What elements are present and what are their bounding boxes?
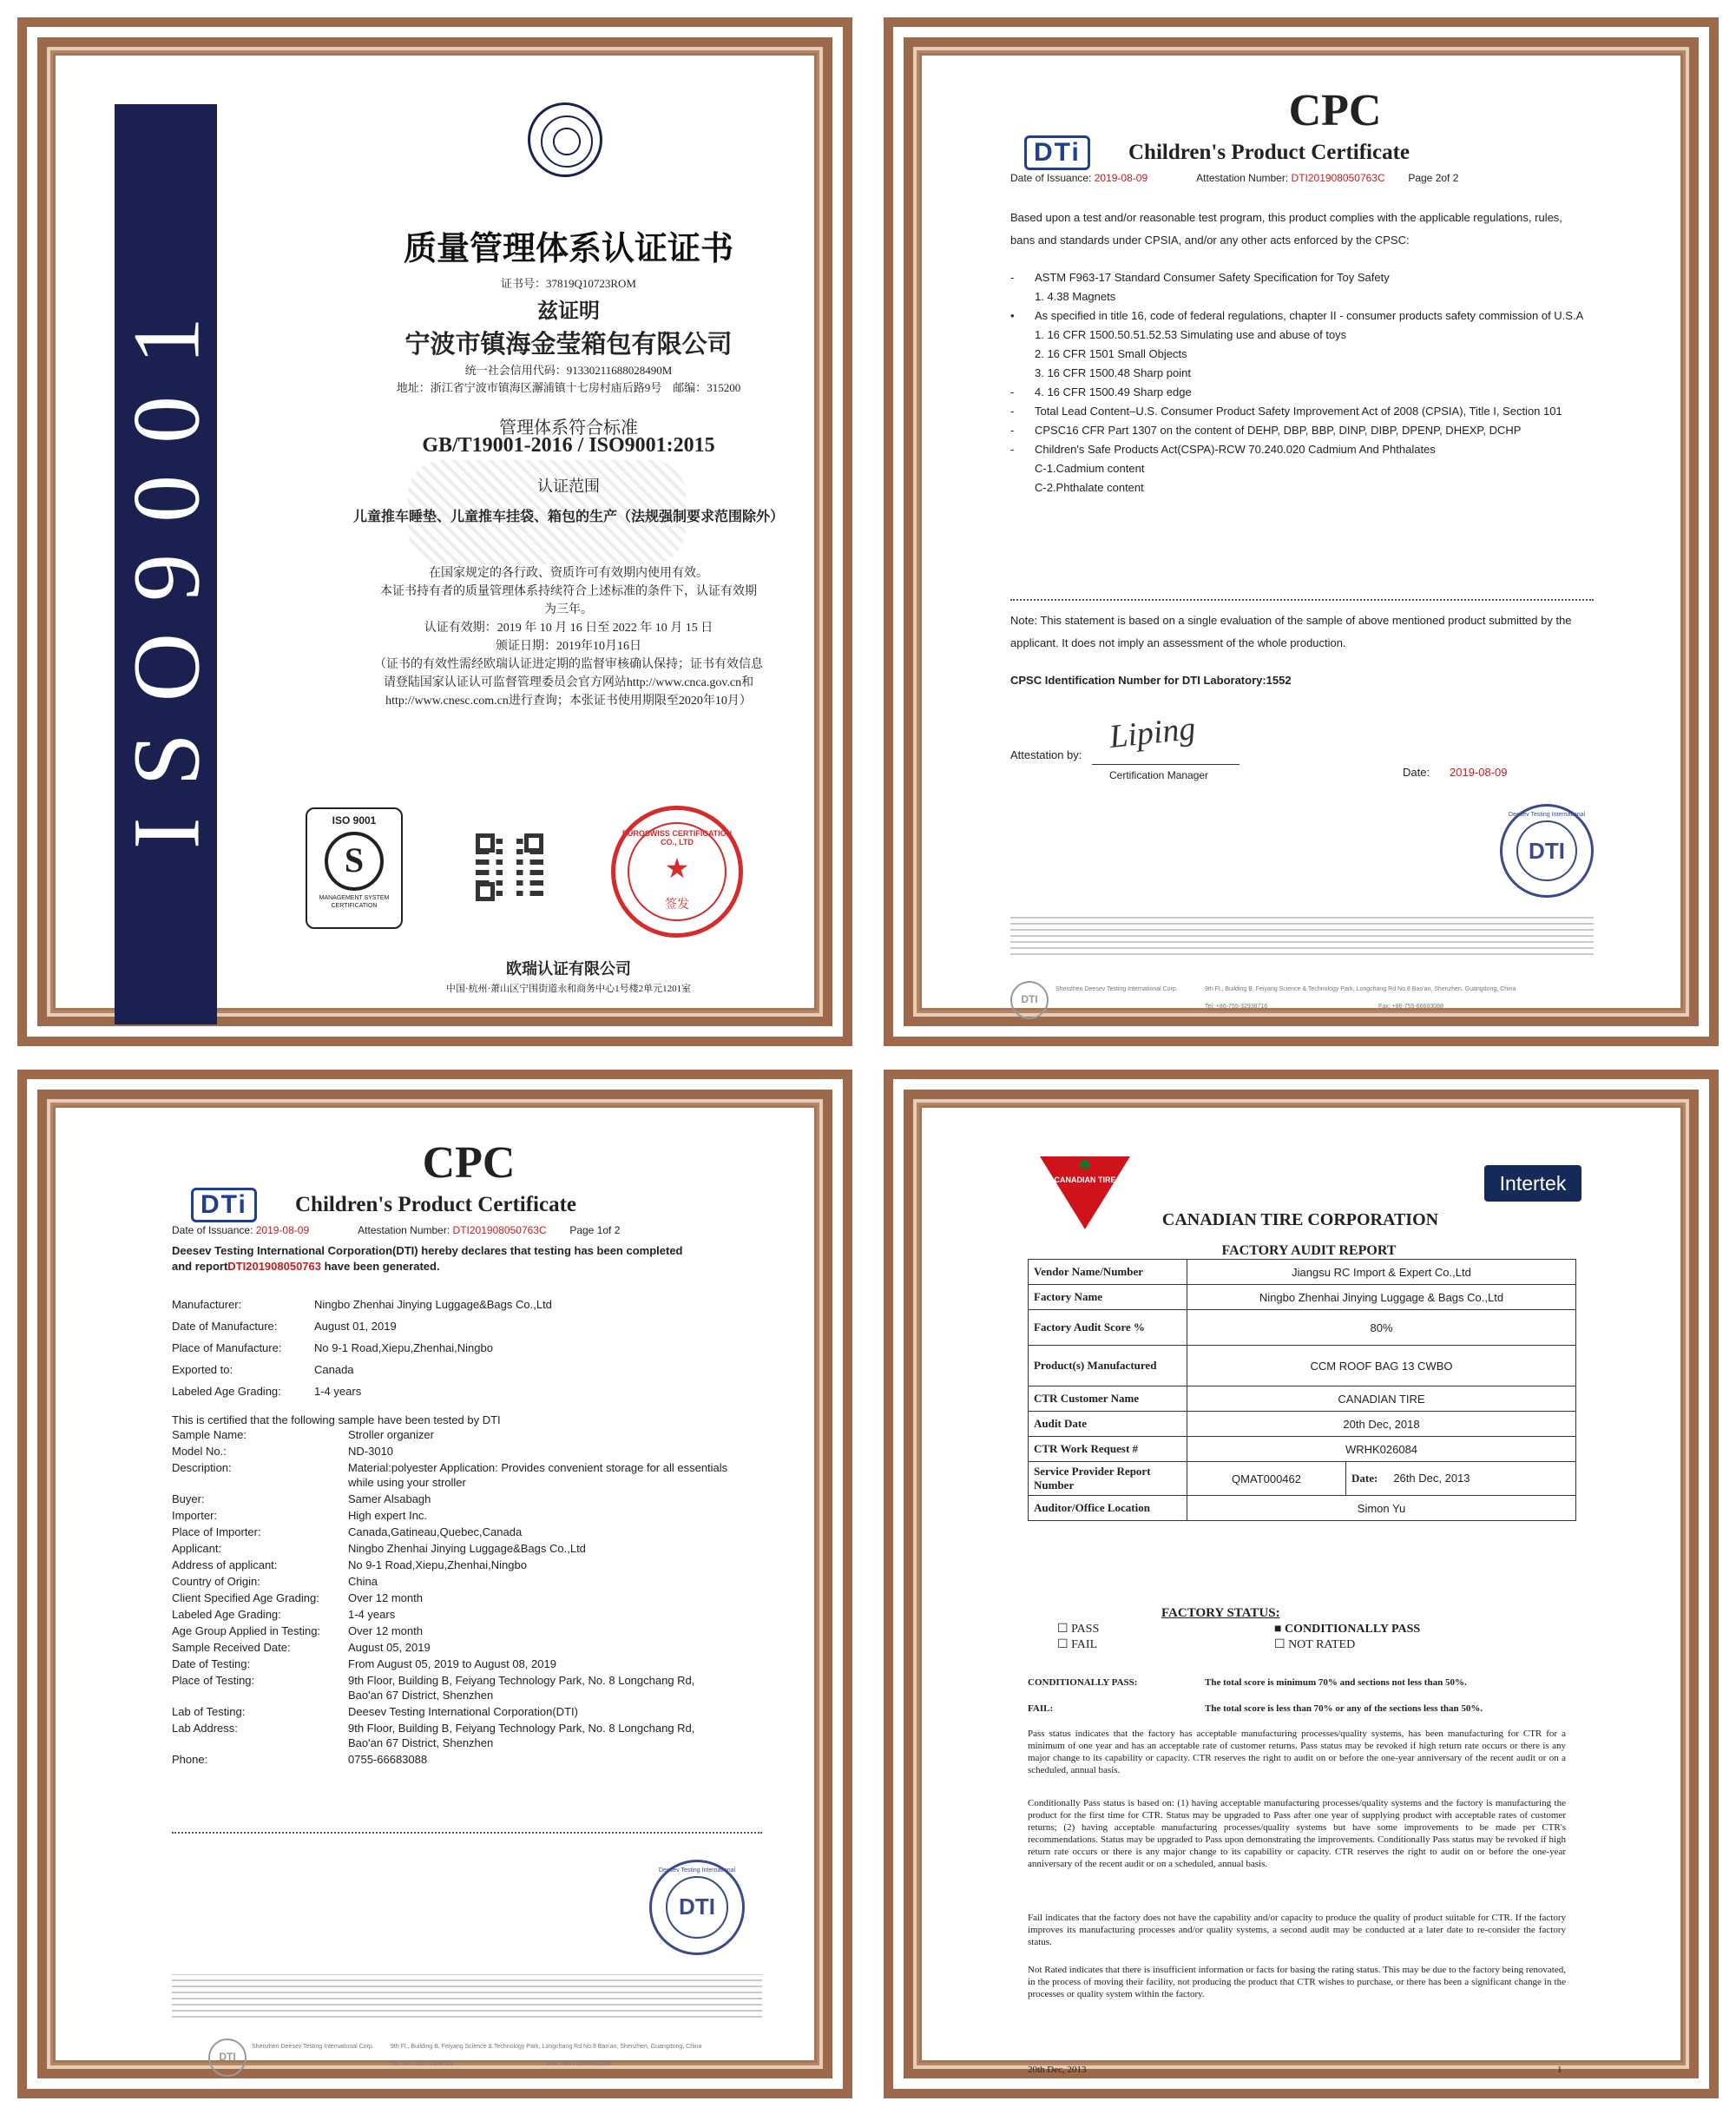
table-row <box>1029 1346 1576 1386</box>
seal-text: Deesev Testing International <box>658 1867 736 1874</box>
iso-valid-period: 认证有效期：2019 年 10 月 16 日至 2022 年 10 月 15 日 <box>424 622 713 635</box>
field-row: Lab Address: 9th Floor, Building B, Feiyang Technology Park, No. 8 Longchang Rd, Bao'an 67 District, Shenzhen <box>172 1722 695 1749</box>
cpc2-meta <box>1010 172 1458 184</box>
cpc-page2-frame <box>884 17 1719 1046</box>
iso-issue-date: 颁证日期：2019年10月16日 <box>496 640 641 653</box>
dti-seal <box>649 1860 745 1955</box>
conditional-paragraph: Conditionally Pass status is based on: (1) having acceptable manufacturing processes/quality systems and the factory is manufacturing the product for the first time for CTR. Status may be upgraded to Pass after one year of supplying product with acceptable rates of customer returns; (2) having acceptable manufacturing processes/quality systems but have some improvements to be made per CTR's recommendations. Status may be upgraded to Pass upon demonstrating the improvements. Conditionally Pass status may be revoked if high return rate occurs or there is any major change to its capability or capacity. CTR reserves the right to audit on or before the one-year anniversary of the recent audit or on a scheduled, annual basis. <box>1028 1798 1566 1869</box>
attestation-number: DTI201908050763C <box>1291 172 1385 184</box>
field-row: Address of applicant: No 9-1 Road,Xiepu,Zhenhai,Ningbo <box>172 1558 527 1571</box>
dti-seal <box>1500 804 1594 898</box>
iso-note: 为三年。 <box>544 603 593 616</box>
issue-date: 2019-08-09 <box>255 1224 310 1236</box>
company-name: CANADIAN TIRE CORPORATION <box>1161 1210 1439 1229</box>
list-item: 2. 16 CFR 1501 Small Objects <box>1035 347 1187 360</box>
spr-date: 26th Dec, 2013 <box>1393 1472 1470 1485</box>
list-item: - Children's Safe Products Act(CSPA)-RCW 70.240.020 Cadmium And Phthalates <box>1010 443 1436 456</box>
iso-issuer-address: 中国·杭州·萧山区宁围街道永和商务中心1号楼2单元1201室 <box>445 984 692 994</box>
cpc1-declaration <box>172 1243 762 1274</box>
field-row: Country of Origin: China <box>172 1575 378 1588</box>
seal-star-icon: ★ <box>664 853 690 884</box>
table-row <box>1029 1386 1576 1412</box>
table-key: CTR Work Request # <box>1029 1437 1187 1462</box>
declaration-line: and reportDTI201908050763 have been generated. <box>172 1260 440 1273</box>
cpc1-title: CPC <box>422 1138 516 1188</box>
table-value: Simon Yu <box>1187 1496 1576 1521</box>
page-number: Page 2of 2 <box>1408 172 1459 184</box>
footer-dti-logo: DTI <box>1010 981 1049 1019</box>
list-item: • As specified in title 16, code of federal regulations, chapter II - consumer products safety commission of U.S.A <box>1010 309 1584 322</box>
sign-role: Certification Manager <box>1109 769 1209 781</box>
table-key: CTR Customer Name <box>1029 1386 1187 1412</box>
iso-attest: 兹证明 <box>537 300 600 323</box>
field-row: Date of Testing: From August 05, 2019 to August 08, 2019 <box>172 1657 556 1670</box>
issue-date-label: Date of Issuance: <box>1010 172 1092 184</box>
divider <box>1010 599 1594 601</box>
footer-tel: Tel: +86-755-32938716 <box>1205 1004 1268 1010</box>
attestation-label: Attestation Number: <box>1196 172 1289 184</box>
iso-note: 请登陆国家认证认可监督管理委员会官方网站http://www.cnca.gov.cn和 <box>383 676 754 689</box>
attestation-label: Attestation Number: <box>358 1224 450 1236</box>
fail-paragraph: Fail indicates that the factory does not have the capability and/or capacity to produce the quality of product suitable for CTR. If the factory improves its manufacturing processes and/or quality systems, a second audit may be conducted at a later date to re-consider the factory status. <box>1028 1913 1566 1947</box>
audit-table <box>1028 1259 1576 1521</box>
table-row <box>1029 1285 1576 1310</box>
iso-lion-watermark <box>408 460 686 564</box>
table-key: Factory Audit Score % <box>1029 1310 1187 1346</box>
table-key: Vendor Name/Number <box>1029 1260 1187 1285</box>
cpsc-id: CPSC Identification Number for DTI Laboratory:1552 <box>1010 674 1292 687</box>
iso-note: 在国家规定的各行政、资质许可有效期内使用有效。 <box>429 567 708 580</box>
footer-company: Shenzhen Deesev Testing International Corp. <box>1055 986 1178 992</box>
table-value: Ningbo Zhenhai Jinying Luggage & Bags Co.,Ltd <box>1187 1285 1576 1310</box>
status-pass: ☐ PASS <box>1057 1623 1100 1636</box>
iso-issuer: 欧瑞认证有限公司 <box>506 960 631 978</box>
divider <box>172 1832 762 1834</box>
factory-audit-frame <box>884 1070 1719 2098</box>
seal-center: DTI <box>1529 838 1565 864</box>
declaration-line: Deesev Testing International Corporation(DTI) hereby declares that testing has been completed <box>172 1244 683 1257</box>
cpc2-subtitle: Children's Product Certificate <box>1128 141 1410 164</box>
table-row <box>1029 1462 1576 1496</box>
field-row: Manufacturer: Ningbo Zhenhai Jinying Luggage&Bags Co.,Ltd <box>172 1298 552 1311</box>
footer-address: 9th Fl., Building B, Feiyang Science & Technology Park, Longchang Rd No.8 Bao'an, Shenzhen, Guangdong, China <box>391 2044 702 2050</box>
field-row: Sample Received Date: August 05, 2019 <box>172 1641 431 1654</box>
issue-date-label: Date of Issuance: <box>172 1224 253 1236</box>
signature: Liping <box>1108 709 1198 756</box>
footer-date: 20th Dec, 2013 <box>1028 2065 1087 2075</box>
dti-logo: DTi <box>1024 135 1090 170</box>
footer-tel: Tel: +86-755-32938716 <box>391 2061 454 2067</box>
pass-paragraph: Pass status indicates that the factory has acceptable manufacturing processes/quality systems, has been manufacturing for CTR for a minimum of one year and has an acceptable rate of customer returns. Pass status may be revoked if high return rate occurs or there is any major change to its capability or capacity. CTR reserves the right to audit on or before the one-year anniversary of the recent audit or on a scheduled, annual basis. <box>1028 1729 1566 1775</box>
iso-credit-code: 统一社会信用代码：91330211688028490M <box>464 364 673 377</box>
seal-text: EUROSWISS CERTIFICATION CO., LTD <box>621 829 733 846</box>
cpc2-title: CPC <box>1288 86 1382 135</box>
table-value: CANADIAN TIRE <box>1187 1386 1576 1412</box>
dti-logo: DTi <box>191 1188 257 1222</box>
footer-company: Shenzhen Deesev Testing International Corp. <box>252 2044 374 2050</box>
field-row: Applicant: Ningbo Zhenhai Jinying Luggage&Bags Co.,Ltd <box>172 1542 586 1555</box>
iso-title: 质量管理体系认证证书 <box>403 231 733 267</box>
attestation-number: DTI201908050763C <box>452 1224 547 1236</box>
table-value: 80% <box>1187 1310 1576 1346</box>
euroswiss-seal <box>611 806 743 938</box>
iso-company: 宁波市镇海金莹箱包有限公司 <box>404 331 733 359</box>
footer-page: 1 <box>1557 2065 1562 2075</box>
field-row: Date of Manufacture: August 01, 2019 <box>172 1320 397 1333</box>
table-key: Auditor/Office Location <box>1029 1496 1187 1521</box>
iso-note: 本证书持有者的质量管理体系持续符合上述标准的条件下，认证有效期 <box>380 585 757 598</box>
field-row: Place of Testing: 9th Floor, Building B, Feiyang Technology Park, No. 8 Longchang Rd, Bao'an 67 District, Shenzhen <box>172 1674 695 1702</box>
footer-fax: Fax: +86-755-66683088 <box>1378 1004 1443 1010</box>
cpc-page2 <box>944 78 1658 1010</box>
field-row: Description: Material:polyester Application: Provides convenient storage for all essentials while using your stroller <box>172 1461 728 1489</box>
fail-text: The total score is less than 70% or any of the sections less than 50%. <box>1205 1703 1483 1714</box>
regulation-list <box>1010 271 1601 500</box>
iso-cert-no: 证书号：37819Q10723ROM <box>500 277 636 290</box>
maple-leaf-icon: ♣ <box>1078 1153 1092 1175</box>
manufacturer-fields <box>172 1294 762 1402</box>
date2: 2019-08-09 <box>1450 766 1508 779</box>
iso-scope: 儿童推车睡垫、儿童推车挂袋、箱包的生产（法规强制要求范围除外） <box>352 510 784 524</box>
signature-line <box>1092 764 1240 765</box>
list-item: C-2.Phthalate content <box>1035 481 1144 494</box>
spr-date-label: Date: <box>1351 1472 1378 1485</box>
table-key: Audit Date <box>1029 1412 1187 1437</box>
footer-address: 9th Fl., Building B, Feiyang Science & Technology Park, Longchang Rd No.8 Bao'an, Shenzhen, Guangdong, China <box>1205 986 1516 992</box>
field-row: Place of Importer: Canada,Gatineau,Quebec,Canada <box>172 1525 523 1538</box>
list-item: 1. 4.38 Magnets <box>1035 290 1116 303</box>
cpc-page1 <box>78 1130 792 2067</box>
qr-code <box>476 833 543 901</box>
list-item: - 4. 16 CFR 1500.49 Sharp edge <box>1010 385 1192 398</box>
cpc2-intro: Based upon a test and/or reasonable test program, this product complies with the applicable regulations, rules, bans and standards under CPSIA, and/or any other acts enforced by the CPSC: <box>1010 211 1562 247</box>
iso-standard: GB/T19001-2016 / ISO9001:2015 <box>422 434 715 457</box>
seal-text: Deesev Testing International <box>1508 812 1586 818</box>
page-number: Page 1of 2 <box>569 1224 621 1236</box>
attestation-by-label: Attestation by: <box>1010 748 1082 761</box>
cpc2-note: Note: This statement is based on a single evaluation of the sample of above mentioned product submitted by the applicant. It does not imply an assessment of the whole production. <box>1010 614 1572 649</box>
iso-standard-label: 管理体系符合标准 <box>499 418 638 438</box>
iso-side-banner <box>113 104 220 1024</box>
cpc1-meta <box>172 1224 620 1236</box>
fine-print <box>1010 913 1594 955</box>
field-row: Exported to: Canada <box>172 1363 354 1376</box>
table-value: QMAT000462 <box>1187 1462 1346 1496</box>
footer-dti-logo: DTI <box>208 2038 247 2077</box>
field-row: Labeled Age Grading: 1-4 years <box>172 1385 362 1398</box>
field-row: Place of Manufacture: No 9-1 Road,Xiepu,Zhenhai,Ningbo <box>172 1341 493 1354</box>
list-item: - ASTM F963-17 Standard Consumer Safety Specification for Toy Safety <box>1010 271 1390 284</box>
field-row: Buyer: Samer Alsabagh <box>172 1492 431 1505</box>
status-title: FACTORY STATUS: <box>1161 1606 1280 1620</box>
badge-caption: MANAGEMENT SYSTEM CERTIFICATION <box>319 895 390 909</box>
table-value: WRHK026084 <box>1187 1437 1576 1462</box>
iso-certificate-frame <box>17 17 852 1046</box>
field-row: Model No.: ND-3010 <box>172 1445 394 1458</box>
list-item: 3. 16 CFR 1500.48 Sharp point <box>1035 366 1191 379</box>
list-item: 1. 16 CFR 1500.50.51.52.53 Simulating use and abuse of toys <box>1035 328 1347 341</box>
sample-fields <box>172 1427 762 1768</box>
iso-certificate <box>78 78 792 994</box>
field-row: Importer: High expert Inc. <box>172 1509 428 1522</box>
table-row <box>1029 1437 1576 1462</box>
issue-date: 2019-08-09 <box>1094 172 1148 184</box>
cond-text: The total score is minimum 70% and sections not less than 50%. <box>1205 1677 1467 1688</box>
status-fail: ☐ FAIL <box>1057 1638 1098 1651</box>
report-number: DTI201908050763 <box>227 1260 321 1273</box>
table-value: 20th Dec, 2018 <box>1187 1412 1576 1437</box>
field-row: Labeled Age Grading: 1-4 years <box>172 1608 396 1621</box>
footer-fax: Fax: +86-755-66683088 <box>547 2061 612 2067</box>
field-row: Lab of Testing: Deesev Testing International Corporation(DTI) <box>172 1705 578 1718</box>
field-row: Client Specified Age Grading: Over 12 month <box>172 1591 423 1604</box>
status-not-rated: ☐ NOT RATED <box>1274 1638 1356 1651</box>
list-item: C-1.Cadmium content <box>1035 462 1145 475</box>
table-row <box>1029 1260 1576 1285</box>
table-key: Factory Name <box>1029 1285 1187 1310</box>
list-item: - CPSC16 CFR Part 1307 on the content of DEHP, DBP, BBP, DINP, DIBP, DPENP, DHEXP, DCHP <box>1010 424 1522 437</box>
table-row <box>1029 1412 1576 1437</box>
factory-audit-report <box>944 1130 1658 2075</box>
seal-center: DTI <box>679 1894 715 1920</box>
badge-s-icon: S <box>325 832 384 891</box>
iso-scope-label: 认证范围 <box>537 478 600 495</box>
iso-note: （证书的有效性需经欧瑞认证进定期的监督审核确认保持；证书有效信息 <box>374 658 763 671</box>
table-key: Product(s) Manufactured <box>1029 1346 1187 1386</box>
cond-label: CONDITIONALLY PASS: <box>1028 1677 1138 1688</box>
iso-address: 地址：浙江省宁波市镇海区澥浦镇十七房村庙后路9号 邮编：315200 <box>396 381 741 394</box>
table-value: Jiangsu RC Import & Expert Co.,Ltd <box>1187 1260 1576 1285</box>
table-value: CCM ROOF BAG 13 CWBO <box>1187 1346 1576 1386</box>
table-key: Service Provider Report Number <box>1029 1462 1187 1496</box>
list-item: - Total Lead Content–U.S. Consumer Product Safety Improvement Act of 2008 (CPSIA), Title I, Section 101 <box>1010 405 1562 418</box>
certified-line: This is certified that the following sample have been tested by DTI <box>172 1413 501 1426</box>
report-title: FACTORY AUDIT REPORT <box>1221 1243 1397 1258</box>
not-rated-paragraph: Not Rated indicates that there is insufficient information or facts for basing the rating status. This may be due to the factory being renovated, in the process of moving their facility, not producing the product that CTR wishes to purchase, or there has been a significant change in the processes or quality system within the factory. <box>1028 1965 1566 1999</box>
table-row <box>1029 1496 1576 1521</box>
field-row: Sample Name: Stroller organizer <box>172 1428 434 1441</box>
canadian-tire-logo-text: CANADIAN TIRE <box>1054 1176 1116 1184</box>
table-row <box>1029 1310 1576 1346</box>
cpc1-subtitle: Children's Product Certificate <box>295 1193 577 1216</box>
iso-notes <box>295 564 842 710</box>
field-row: Age Group Applied in Testing: Over 12 month <box>172 1624 423 1637</box>
date2-label: Date: <box>1403 766 1430 779</box>
euroswiss-emblem <box>528 102 602 177</box>
iso-side-text: ISO9001 <box>113 285 220 850</box>
seal-center: 签发 <box>665 897 689 911</box>
fine-print <box>172 1974 762 2018</box>
intertek-logo: Intertek <box>1484 1165 1581 1202</box>
iso-9001-badge <box>306 807 403 929</box>
cpc-page1-frame <box>17 1070 852 2098</box>
badge-title: ISO 9001 <box>332 814 377 827</box>
fail-label: FAIL: <box>1028 1703 1054 1714</box>
iso-note: http://www.cnesc.com.cn进行查询；本张证书使用期限至2020年10月） <box>385 695 752 708</box>
field-row: Phone: 0755-66683088 <box>172 1753 428 1766</box>
status-conditionally-pass: ■ CONDITIONALLY PASS <box>1274 1623 1421 1636</box>
